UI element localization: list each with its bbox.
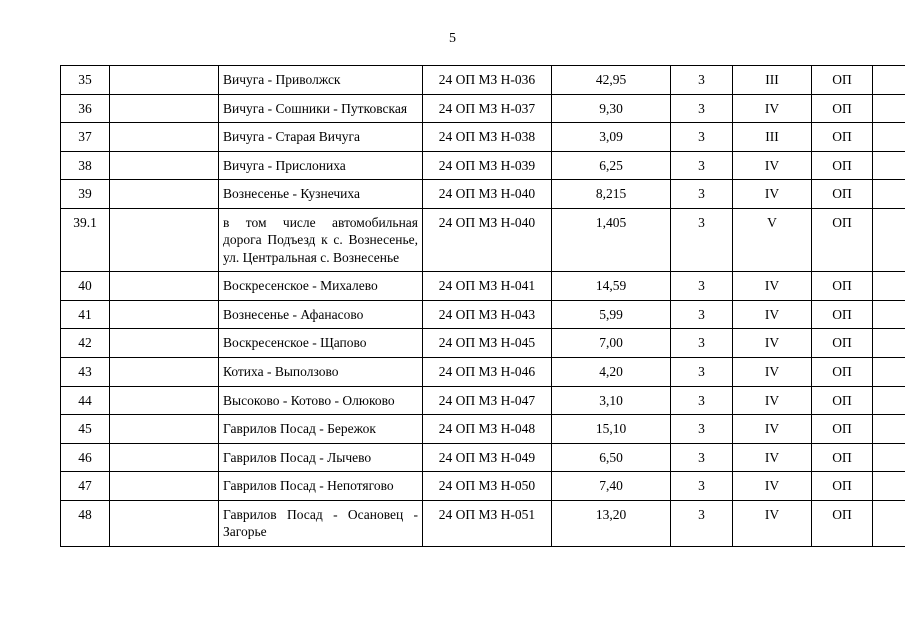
cell-length-km: 15,10 xyxy=(552,415,671,444)
cell-empty-col2 xyxy=(110,472,219,501)
cell-identification-number: 24 ОП МЗ Н-036 xyxy=(423,66,552,95)
cell-length-km: 13,20 xyxy=(552,500,671,546)
cell-length-km: 8,215 xyxy=(552,180,671,209)
cell-empty-col2 xyxy=(110,329,219,358)
cell-empty-col2 xyxy=(110,151,219,180)
cell-op-status: ОП xyxy=(812,386,873,415)
cell-op-status: ОП xyxy=(812,358,873,387)
cell-empty-col2 xyxy=(110,272,219,301)
cell-op-status: ОП xyxy=(812,329,873,358)
cell-road-name: Вознесенье - Кузнечиха xyxy=(219,180,423,209)
table-row xyxy=(61,386,905,415)
cell-length-km: 1,405 xyxy=(552,208,671,272)
table-row xyxy=(61,123,905,152)
cell-row-number: 48 xyxy=(61,500,110,546)
cell-empty-col9 xyxy=(873,358,905,387)
cell-category-number: 3 xyxy=(671,151,733,180)
table-row xyxy=(61,415,905,444)
cell-category-number: 3 xyxy=(671,123,733,152)
cell-empty-col9 xyxy=(873,472,905,501)
cell-technical-category: IV xyxy=(733,358,812,387)
cell-category-number: 3 xyxy=(671,208,733,272)
cell-row-number: 45 xyxy=(61,415,110,444)
cell-identification-number: 24 ОП МЗ Н-039 xyxy=(423,151,552,180)
cell-empty-col9 xyxy=(873,208,905,272)
cell-row-number: 47 xyxy=(61,472,110,501)
cell-technical-category: III xyxy=(733,123,812,152)
cell-op-status: ОП xyxy=(812,300,873,329)
cell-length-km: 6,50 xyxy=(552,443,671,472)
cell-identification-number: 24 ОП МЗ Н-049 xyxy=(423,443,552,472)
cell-technical-category: V xyxy=(733,208,812,272)
cell-length-km: 7,00 xyxy=(552,329,671,358)
table-row xyxy=(61,151,905,180)
cell-category-number: 3 xyxy=(671,66,733,95)
roads-table-body xyxy=(61,66,905,547)
cell-empty-col9 xyxy=(873,300,905,329)
cell-technical-category: IV xyxy=(733,300,812,329)
cell-category-number: 3 xyxy=(671,300,733,329)
table-row xyxy=(61,358,905,387)
cell-op-status: ОП xyxy=(812,123,873,152)
cell-category-number: 3 xyxy=(671,180,733,209)
cell-road-name: Вичуга - Сошники - Путковская xyxy=(219,94,423,123)
cell-empty-col2 xyxy=(110,208,219,272)
cell-row-number: 41 xyxy=(61,300,110,329)
cell-row-number: 37 xyxy=(61,123,110,152)
cell-row-number: 44 xyxy=(61,386,110,415)
cell-op-status: ОП xyxy=(812,180,873,209)
cell-empty-col2 xyxy=(110,358,219,387)
cell-road-name: Гаврилов Посад - Осановец - Загорье xyxy=(219,500,423,546)
cell-technical-category: IV xyxy=(733,272,812,301)
cell-road-name: Высоково - Котово - Олюково xyxy=(219,386,423,415)
table-row xyxy=(61,180,905,209)
cell-identification-number: 24 ОП МЗ Н-043 xyxy=(423,300,552,329)
cell-op-status: ОП xyxy=(812,443,873,472)
cell-technical-category: IV xyxy=(733,386,812,415)
table-row xyxy=(61,300,905,329)
cell-empty-col9 xyxy=(873,415,905,444)
cell-road-name: Вознесенье - Афанасово xyxy=(219,300,423,329)
cell-road-name: Вичуга - Прислониха xyxy=(219,151,423,180)
cell-technical-category: IV xyxy=(733,180,812,209)
cell-empty-col2 xyxy=(110,443,219,472)
cell-length-km: 7,40 xyxy=(552,472,671,501)
cell-identification-number: 24 ОП МЗ Н-041 xyxy=(423,272,552,301)
cell-length-km: 3,10 xyxy=(552,386,671,415)
cell-road-name: Вичуга - Приволжск xyxy=(219,66,423,95)
cell-category-number: 3 xyxy=(671,386,733,415)
cell-empty-col2 xyxy=(110,415,219,444)
cell-category-number: 3 xyxy=(671,472,733,501)
cell-op-status: ОП xyxy=(812,94,873,123)
cell-row-number: 35 xyxy=(61,66,110,95)
cell-identification-number: 24 ОП МЗ Н-038 xyxy=(423,123,552,152)
cell-row-number: 38 xyxy=(61,151,110,180)
table-row xyxy=(61,66,905,95)
cell-length-km: 6,25 xyxy=(552,151,671,180)
cell-op-status: ОП xyxy=(812,66,873,95)
cell-road-name: в том числе автомобильная дорога Подъезд к с. Вознесенье, ул. Центральная с. Вознесенье xyxy=(219,208,423,272)
table-row xyxy=(61,500,905,546)
table-row xyxy=(61,472,905,501)
cell-identification-number: 24 ОП МЗ Н-037 xyxy=(423,94,552,123)
cell-op-status: ОП xyxy=(812,500,873,546)
cell-identification-number: 24 ОП МЗ Н-045 xyxy=(423,329,552,358)
table-row xyxy=(61,272,905,301)
cell-empty-col9 xyxy=(873,443,905,472)
cell-empty-col9 xyxy=(873,151,905,180)
cell-technical-category: IV xyxy=(733,500,812,546)
cell-road-name: Котиха - Выползово xyxy=(219,358,423,387)
cell-row-number: 39.1 xyxy=(61,208,110,272)
cell-road-name: Гаврилов Посад - Бережок xyxy=(219,415,423,444)
cell-technical-category: IV xyxy=(733,415,812,444)
cell-empty-col9 xyxy=(873,500,905,546)
cell-empty-col2 xyxy=(110,386,219,415)
cell-technical-category: IV xyxy=(733,151,812,180)
cell-row-number: 36 xyxy=(61,94,110,123)
cell-length-km: 5,99 xyxy=(552,300,671,329)
cell-row-number: 39 xyxy=(61,180,110,209)
cell-empty-col2 xyxy=(110,300,219,329)
cell-row-number: 43 xyxy=(61,358,110,387)
cell-identification-number: 24 ОП МЗ Н-047 xyxy=(423,386,552,415)
cell-identification-number: 24 ОП МЗ Н-050 xyxy=(423,472,552,501)
cell-technical-category: IV xyxy=(733,329,812,358)
cell-empty-col9 xyxy=(873,329,905,358)
cell-empty-col2 xyxy=(110,123,219,152)
cell-category-number: 3 xyxy=(671,272,733,301)
table-row xyxy=(61,443,905,472)
cell-empty-col2 xyxy=(110,500,219,546)
cell-category-number: 3 xyxy=(671,329,733,358)
cell-technical-category: IV xyxy=(733,472,812,501)
cell-length-km: 3,09 xyxy=(552,123,671,152)
cell-road-name: Воскресенское - Щапово xyxy=(219,329,423,358)
cell-length-km: 9,30 xyxy=(552,94,671,123)
cell-op-status: ОП xyxy=(812,472,873,501)
roads-table xyxy=(60,65,905,547)
cell-technical-category: IV xyxy=(733,443,812,472)
cell-identification-number: 24 ОП МЗ Н-051 xyxy=(423,500,552,546)
cell-identification-number: 24 ОП МЗ Н-048 xyxy=(423,415,552,444)
cell-op-status: ОП xyxy=(812,415,873,444)
cell-empty-col9 xyxy=(873,123,905,152)
cell-empty-col2 xyxy=(110,94,219,123)
cell-road-name: Гаврилов Посад - Лычево xyxy=(219,443,423,472)
cell-category-number: 3 xyxy=(671,94,733,123)
table-row xyxy=(61,329,905,358)
cell-empty-col9 xyxy=(873,94,905,123)
cell-road-name: Гаврилов Посад - Непотягово xyxy=(219,472,423,501)
cell-empty-col2 xyxy=(110,66,219,95)
cell-category-number: 3 xyxy=(671,415,733,444)
cell-category-number: 3 xyxy=(671,443,733,472)
cell-op-status: ОП xyxy=(812,208,873,272)
cell-length-km: 14,59 xyxy=(552,272,671,301)
cell-row-number: 40 xyxy=(61,272,110,301)
page-number: 5 xyxy=(449,31,456,46)
cell-op-status: ОП xyxy=(812,151,873,180)
cell-empty-col9 xyxy=(873,180,905,209)
cell-identification-number: 24 ОП МЗ Н-046 xyxy=(423,358,552,387)
cell-identification-number: 24 ОП МЗ Н-040 xyxy=(423,208,552,272)
cell-road-name: Воскресенское - Михалево xyxy=(219,272,423,301)
cell-technical-category: IV xyxy=(733,94,812,123)
table-row xyxy=(61,94,905,123)
cell-technical-category: III xyxy=(733,66,812,95)
cell-row-number: 42 xyxy=(61,329,110,358)
cell-identification-number: 24 ОП МЗ Н-040 xyxy=(423,180,552,209)
cell-length-km: 4,20 xyxy=(552,358,671,387)
cell-row-number: 46 xyxy=(61,443,110,472)
cell-length-km: 42,95 xyxy=(552,66,671,95)
cell-empty-col9 xyxy=(873,66,905,95)
cell-empty-col9 xyxy=(873,386,905,415)
cell-empty-col2 xyxy=(110,180,219,209)
cell-op-status: ОП xyxy=(812,272,873,301)
cell-category-number: 3 xyxy=(671,358,733,387)
cell-empty-col9 xyxy=(873,272,905,301)
cell-road-name: Вичуга - Старая Вичуга xyxy=(219,123,423,152)
cell-category-number: 3 xyxy=(671,500,733,546)
table-row xyxy=(61,208,905,272)
